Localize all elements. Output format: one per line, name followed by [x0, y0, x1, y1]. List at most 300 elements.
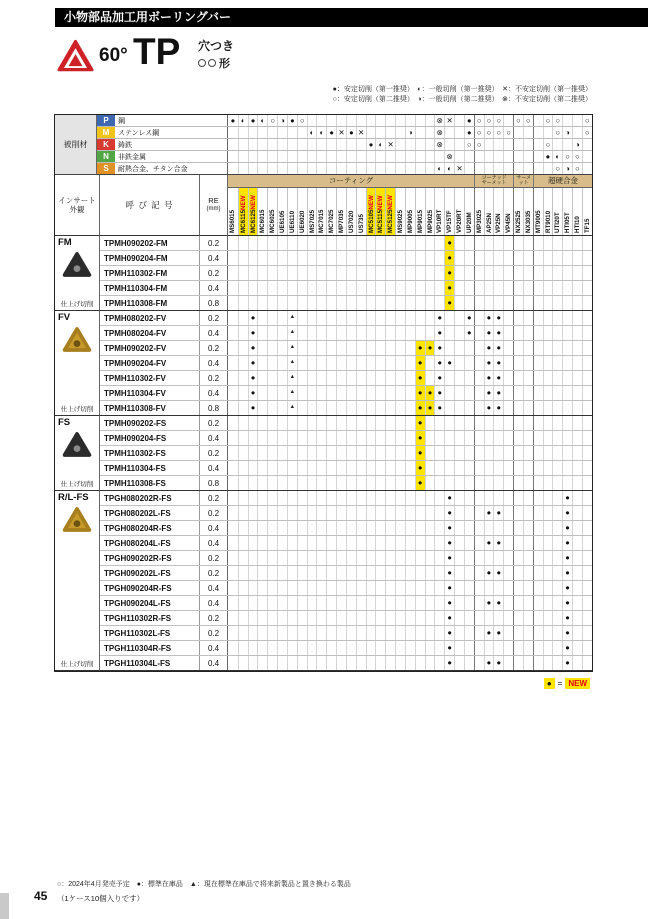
insert-row: [55, 341, 592, 356]
availability-cell: [434, 236, 444, 250]
availability-cell: [385, 611, 395, 625]
availability-cell: [434, 506, 444, 520]
availability-cell: [434, 611, 444, 625]
availability-cell: [523, 506, 533, 520]
availability-cell: [523, 551, 533, 565]
corner-radius-value: 0.8: [200, 476, 228, 490]
availability-cell: [366, 281, 376, 295]
insert-row: [55, 566, 592, 581]
availability-cells: [228, 446, 592, 460]
availability-cell: [464, 596, 474, 610]
availability-cell: [257, 476, 267, 490]
material-symbol-cells: [228, 163, 592, 174]
availability-cell: [316, 296, 326, 310]
availability-cell: [582, 326, 592, 340]
availability-cell: [287, 536, 297, 550]
insert-row: [55, 431, 592, 446]
availability-cell: [523, 596, 533, 610]
material-symbol-cell: ✕: [454, 163, 464, 174]
availability-cell: [356, 611, 366, 625]
material-name: 耐熱合金、チタン合金: [115, 163, 228, 174]
availability-cell: [277, 626, 287, 640]
corner-radius-value: 0.8: [200, 296, 228, 310]
availability-cell: [316, 371, 326, 385]
insert-designation: TPGH110302L-FS: [100, 626, 200, 640]
availability-cell: [326, 251, 336, 265]
availability-cell: [326, 386, 336, 400]
availability-cell: [503, 641, 513, 655]
corner-radius-value: 0.2: [200, 551, 228, 565]
grade-group-label: サーメット: [513, 175, 533, 187]
material-symbol-cell: [533, 151, 543, 162]
availability-cell: [533, 566, 543, 580]
availability-cell: [238, 596, 248, 610]
availability-cell: [562, 416, 572, 430]
insert-designation: TPMH110302-FV: [100, 371, 200, 385]
availability-cell: [533, 446, 543, 460]
availability-cell: [415, 581, 425, 595]
availability-cell: [552, 551, 562, 565]
availability-cell: [375, 266, 385, 280]
material-symbol-cell: [523, 163, 533, 174]
availability-cell: [277, 536, 287, 550]
availability-cell: [543, 506, 553, 520]
availability-cell: [572, 281, 582, 295]
availability-cell: [533, 656, 543, 670]
availability-cell: [582, 401, 592, 415]
availability-cell: [405, 656, 415, 670]
availability-cell: [346, 341, 356, 355]
availability-cell: [326, 371, 336, 385]
availability-cell: [533, 551, 543, 565]
availability-cell: [493, 281, 503, 295]
availability-cell: [503, 416, 513, 430]
material-symbol-cell: [572, 115, 582, 126]
availability-cell: [375, 551, 385, 565]
availability-cell: [307, 311, 317, 325]
availability-cell: [395, 311, 405, 325]
availability-cell: [356, 386, 366, 400]
availability-cells: [228, 236, 592, 250]
availability-cell: [474, 521, 484, 535]
availability-cell: ●: [248, 356, 258, 370]
availability-cell: [454, 341, 464, 355]
availability-cell: [523, 446, 533, 460]
availability-cell: [552, 446, 562, 460]
availability-cell: [316, 626, 326, 640]
availability-cell: ●: [444, 236, 454, 250]
availability-cell: [484, 296, 494, 310]
availability-cell: [405, 446, 415, 460]
availability-cell: [366, 461, 376, 475]
material-symbol-cell: [316, 139, 326, 150]
material-symbol-cell: [316, 151, 326, 162]
availability-cell: [366, 476, 376, 490]
availability-cell: [336, 566, 346, 580]
availability-cell: [582, 251, 592, 265]
grade-column-header: MC6125NEW: [248, 188, 258, 235]
availability-cell: [464, 416, 474, 430]
material-symbol-cell: [405, 115, 415, 126]
material-symbol-cell: [257, 151, 267, 162]
availability-cell: ●: [444, 251, 454, 265]
availability-cell: [257, 551, 267, 565]
material-symbol-cell: ●: [464, 115, 474, 126]
availability-cell: [336, 431, 346, 445]
availability-cells: [228, 521, 592, 535]
availability-cell: [533, 431, 543, 445]
insert-designation: TPGH090202R-FS: [100, 551, 200, 565]
availability-cell: [238, 491, 248, 505]
material-symbol-cell: [228, 151, 238, 162]
availability-cell: [523, 341, 533, 355]
grade-group-label: コーティング: [328, 176, 374, 185]
material-symbol-cell: [454, 139, 464, 150]
availability-cell: [277, 596, 287, 610]
availability-cell: [405, 536, 415, 550]
insert-designation: TPGH080202R-FS: [100, 491, 200, 505]
availability-cell: [405, 401, 415, 415]
corner-radius-value: 0.2: [200, 446, 228, 460]
availability-cell: [444, 401, 454, 415]
availability-cell: [297, 326, 307, 340]
availability-cell: ●: [415, 416, 425, 430]
availability-cells: [228, 386, 592, 400]
availability-cell: [366, 656, 376, 670]
availability-cell: [277, 236, 287, 250]
corner-radius-value: 0.2: [200, 491, 228, 505]
availability-cell: [366, 371, 376, 385]
availability-cell: [562, 266, 572, 280]
availability-cell: ●: [493, 341, 503, 355]
material-class-code: K: [97, 139, 115, 150]
insert-row: [55, 326, 592, 341]
material-symbol-cell: ⊗: [434, 115, 444, 126]
availability-cell: [572, 596, 582, 610]
availability-cell: [366, 581, 376, 595]
grade-label-row: [228, 188, 592, 236]
corner-radius-value: 0.4: [200, 521, 228, 535]
cutting-legend-line2: ○：安定切削（第二推奨） ◑：一般切削（第二推奨） ⊗：不安定切削（第二推奨）: [332, 96, 592, 103]
availability-cell: [385, 386, 395, 400]
availability-cell: [385, 431, 395, 445]
availability-cell: [316, 416, 326, 430]
availability-cell: [316, 521, 326, 535]
availability-cell: [257, 341, 267, 355]
insert-designation: TPMH090202-FV: [100, 341, 200, 355]
availability-cell: [425, 536, 435, 550]
availability-cell: [454, 416, 464, 430]
availability-cell: [375, 371, 385, 385]
availability-cell: [474, 251, 484, 265]
availability-cell: ●: [493, 626, 503, 640]
corner-radius-value: 0.4: [200, 326, 228, 340]
availability-cell: [405, 476, 415, 490]
availability-cell: [552, 266, 562, 280]
availability-cell: [543, 476, 553, 490]
availability-cell: [277, 296, 287, 310]
availability-cell: [316, 326, 326, 340]
availability-cell: [395, 611, 405, 625]
availability-cell: [248, 611, 258, 625]
availability-cell: [572, 611, 582, 625]
availability-cell: [316, 341, 326, 355]
availability-cell: [464, 431, 474, 445]
availability-cell: ●: [493, 401, 503, 415]
insert-type-cell: [55, 491, 100, 671]
availability-cell: [385, 551, 395, 565]
availability-cell: ●: [493, 506, 503, 520]
availability-cell: [366, 431, 376, 445]
availability-cell: [533, 521, 543, 535]
work-material-row: [97, 115, 592, 127]
availability-cell: [356, 626, 366, 640]
availability-cell: [405, 566, 415, 580]
availability-cell: ●: [493, 596, 503, 610]
availability-cell: [238, 281, 248, 295]
availability-cell: [513, 251, 523, 265]
material-symbol-cell: ○: [474, 127, 484, 138]
material-symbol-cell: ◑: [277, 115, 287, 126]
availability-cell: [385, 371, 395, 385]
availability-cell: [326, 461, 336, 475]
availability-cell: [356, 266, 366, 280]
material-symbol-cell: [385, 151, 395, 162]
availability-cell: [503, 536, 513, 550]
availability-cell: [484, 491, 494, 505]
availability-cell: [375, 311, 385, 325]
availability-cell: [316, 266, 326, 280]
availability-cell: [277, 401, 287, 415]
material-symbol-cell: [503, 139, 513, 150]
availability-cell: ●: [434, 401, 444, 415]
availability-cells: [228, 431, 592, 445]
availability-cell: [474, 581, 484, 595]
availability-cell: [326, 281, 336, 295]
availability-cell: [307, 296, 317, 310]
availability-cell: [405, 386, 415, 400]
availability-cell: [405, 551, 415, 565]
availability-cell: [493, 236, 503, 250]
material-symbol-cell: [366, 151, 376, 162]
material-symbol-cell: ○: [552, 115, 562, 126]
availability-cell: [405, 311, 415, 325]
availability-cell: [513, 626, 523, 640]
availability-cell: [316, 281, 326, 295]
corner-radius-value: 0.4: [200, 386, 228, 400]
availability-cell: [415, 596, 425, 610]
availability-cell: [425, 311, 435, 325]
availability-cell: [533, 341, 543, 355]
availability-cell: ●: [444, 641, 454, 655]
availability-cell: [464, 401, 474, 415]
availability-cell: [257, 356, 267, 370]
availability-cell: [366, 536, 376, 550]
availability-cell: [228, 476, 238, 490]
availability-cell: [425, 566, 435, 580]
material-symbol-cell: [316, 163, 326, 174]
corner-radius-value: 0.2: [200, 566, 228, 580]
availability-cell: [415, 251, 425, 265]
availability-cell: [552, 236, 562, 250]
availability-cell: [464, 611, 474, 625]
availability-cell: ▲: [287, 311, 297, 325]
availability-cell: ●: [562, 656, 572, 670]
work-material-row: [97, 127, 592, 139]
availability-cell: [336, 506, 346, 520]
availability-cell: [395, 386, 405, 400]
availability-cell: [562, 476, 572, 490]
availability-cell: [582, 371, 592, 385]
availability-cell: [543, 371, 553, 385]
insert-designation: TPMH080204-FV: [100, 326, 200, 340]
availability-cell: [346, 596, 356, 610]
availability-cell: [533, 611, 543, 625]
availability-cell: [267, 356, 277, 370]
availability-cell: [523, 401, 533, 415]
availability-cell: [533, 311, 543, 325]
cutting-legend: [333, 85, 592, 105]
availability-cell: [493, 296, 503, 310]
availability-cell: [454, 236, 464, 250]
availability-cell: [434, 596, 444, 610]
availability-cell: [405, 236, 415, 250]
material-symbol-cell: [405, 163, 415, 174]
availability-cell: [326, 581, 336, 595]
availability-cell: ●: [434, 326, 444, 340]
availability-cell: [326, 506, 336, 520]
availability-cell: [257, 611, 267, 625]
availability-cell: [405, 416, 415, 430]
availability-cell: [405, 506, 415, 520]
availability-cell: [513, 551, 523, 565]
availability-cell: [287, 596, 297, 610]
availability-cell: [257, 581, 267, 595]
availability-cell: [572, 551, 582, 565]
availability-cell: [503, 476, 513, 490]
availability-cell: [356, 281, 366, 295]
availability-cell: [356, 656, 366, 670]
availability-cell: [552, 611, 562, 625]
availability-cell: [375, 326, 385, 340]
insert-row: [55, 641, 592, 656]
material-symbol-cell: [346, 151, 356, 162]
availability-cell: [395, 356, 405, 370]
availability-cell: [228, 581, 238, 595]
availability-cell: [543, 656, 553, 670]
availability-cell: [375, 626, 385, 640]
availability-cell: [248, 431, 258, 445]
material-symbol-cell: ○: [297, 115, 307, 126]
availability-cell: [277, 281, 287, 295]
material-symbol-cell: ○: [562, 151, 572, 162]
availability-cell: ●: [484, 506, 494, 520]
availability-cell: [336, 641, 346, 655]
availability-cell: [582, 416, 592, 430]
availability-cell: [395, 476, 405, 490]
availability-cell: [582, 476, 592, 490]
material-symbol-cell: [454, 115, 464, 126]
availability-cell: [277, 551, 287, 565]
material-name: 非鉄金属: [115, 151, 228, 162]
availability-cell: [434, 446, 444, 460]
availability-cell: [307, 371, 317, 385]
availability-cell: [375, 491, 385, 505]
availability-cell: [484, 551, 494, 565]
material-symbol-cell: [267, 139, 277, 150]
availability-cell: [543, 446, 553, 460]
availability-cell: [228, 536, 238, 550]
grade-column-header: VP10RT: [434, 188, 444, 235]
availability-cell: [464, 386, 474, 400]
availability-cell: [464, 551, 474, 565]
availability-cell: [257, 656, 267, 670]
availability-cell: [434, 536, 444, 550]
availability-cell: [346, 296, 356, 310]
availability-cell: [316, 611, 326, 625]
availability-cell: [336, 371, 346, 385]
material-symbol-cell: [248, 139, 258, 150]
availability-cell: [238, 386, 248, 400]
availability-cell: [375, 506, 385, 520]
availability-cell: ●: [415, 341, 425, 355]
availability-cell: [484, 641, 494, 655]
availability-cell: [582, 266, 592, 280]
grade-column-header: HTI10: [572, 188, 582, 235]
material-symbol-cell: ○: [503, 127, 513, 138]
availability-cell: [336, 356, 346, 370]
grade-column-header: MS6015: [229, 209, 236, 233]
finish-cutting-label: 仕上げ切削: [60, 301, 94, 308]
availability-cell: [267, 566, 277, 580]
availability-cell: [238, 341, 248, 355]
availability-cell: [474, 491, 484, 505]
designation-column-header: 呼 び 記 号: [100, 175, 200, 236]
availability-cell: [395, 656, 405, 670]
availability-cell: [336, 551, 346, 565]
material-symbol-cell: [287, 139, 297, 150]
availability-cell: [326, 476, 336, 490]
availability-cell: [336, 476, 346, 490]
new-legend-word: NEW: [565, 678, 590, 689]
availability-cell: [395, 506, 405, 520]
grade-column-header: MC5125NEW: [385, 188, 395, 235]
availability-cell: [444, 431, 454, 445]
availability-cell: [434, 266, 444, 280]
availability-cell: [267, 596, 277, 610]
availability-cell: [316, 506, 326, 520]
insert-designation: TPMH080202-FV: [100, 311, 200, 325]
availability-cell: [356, 461, 366, 475]
material-symbol-cell: [582, 139, 592, 150]
availability-cell: [257, 431, 267, 445]
material-class-code: N: [97, 151, 115, 162]
availability-cell: [238, 431, 248, 445]
grade-column-header: MC5105NEW: [366, 188, 376, 235]
availability-cell: [425, 251, 435, 265]
availability-cell: [248, 536, 258, 550]
availability-cell: [552, 341, 562, 355]
corner-radius-value: 0.2: [200, 506, 228, 520]
availability-cell: [543, 491, 553, 505]
availability-cell: [307, 416, 317, 430]
availability-cell: [523, 626, 533, 640]
material-symbol-cell: [513, 163, 523, 174]
material-symbol-cell: [434, 151, 444, 162]
availability-cell: [503, 461, 513, 475]
availability-cell: [503, 356, 513, 370]
availability-cell: [552, 476, 562, 490]
